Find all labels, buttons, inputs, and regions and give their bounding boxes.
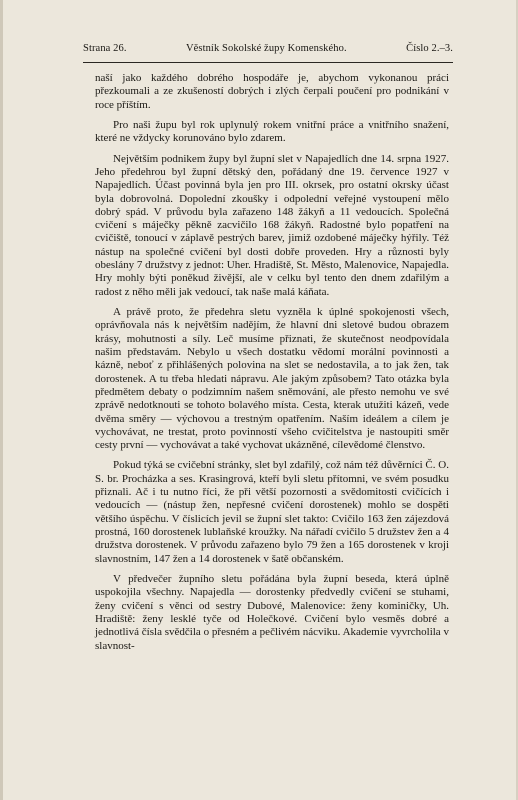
paragraph: A právě proto, že předehra sletu vyzněla k úplné spokojenosti všech, oprávňovala nás k největším nadějím, že hlavní dni sletové budou obrazem krásy, mohutnosti a síly. Leč musíme přiznati, že skutečnost neodpovídala našim představám. Nebylo u všech dostatku vědomí morální povinnosti a kázně, neboť z přihlášených polovina na slet se nedostavila, a to jak žen, tak dorostenek. A tu třeba hledati nápravu. Ale jakým způsobem? Tato otázka byla předmětem debaty o podzimním našem sněmování, ale přesto nemohu ve své zprávě nedotknouti se tohoto bolavého místa. Cesta, kterak utužiti kázeň, vede dvěma směry — výchovou a trestným opatřením. Naším ideálem a cílem je vychovávat, ne trestat, proto povinností všeho cvičitelstva je nastoupiti směr cesty první — vychovávat a také vychovat ukázněné, cílevědomé členstvo. [95, 306, 449, 452]
issue-number: Číslo 2.–3. [406, 43, 453, 54]
journal-title: Věstník Sokolské župy Komenského. [185, 43, 347, 54]
header-rule [83, 62, 453, 63]
paragraph-gap [95, 299, 449, 306]
paragraph: Pokud týká se cvičební stránky, slet byl zdařilý, což nám též důvěrníci Č. O. S. br. Procházka a ses. Krasingrová, kteří byli sletu přítomni, ve svém posudku přiznali. Ač i tu nutno říci, že při větší pozornosti a svědomitosti cvičících i vedoucích — (nástup žen, nepřesné cvičení dorostenek) mohlo se dospěti většího úspěchu. V číslicích jevil se župní slet takto: Cvičilo 163 žen zájezdová prostná, 160 dorostenek lublaňské kroužky. Na nářadí cvičilo 5 družstev žen a 4 družstva dorostenek. V průvodu zařazeno bylo 79 žen a 165 dorostenek v kroji slavnostním, 147 žen a 14 dorostenek v šatě občanském. [95, 459, 449, 565]
paragraph: naší jako každého dobrého hospodáře je, abychom vykonanou práci přezkoumali a ze zkušeností dobrých i zlých čerpali poučení pro podnikání v roce příštím. [95, 72, 449, 111]
page-number: Strana 26. [83, 43, 127, 54]
paragraph-gap [95, 146, 449, 153]
paragraph-gap [95, 566, 449, 573]
paragraph-gap [95, 452, 449, 459]
paragraph: V předvečer župního sletu pořádána byla župní beseda, která úplně uspokojila všechny. Napajedla — dorostenky předvedly cvičení se stuhami, ženy cvičení s věnci od sestry Dubové, Malenovice: ženy kominičky, Uh. Hradiště: ženy lesklé tyče od Holečkové. Cvičení bylo vesměs dobré a jednotlivá čísla svědčila o přesném a pečlivém nácviku. Akademie vyvrcholila v slavnost- [95, 572, 449, 652]
body-text [95, 72, 449, 653]
paragraph-gap [95, 112, 449, 119]
running-header [83, 43, 453, 59]
paragraph: Největším podnikem župy byl župní slet v Napajedlích dne 14. srpna 1927. Jeho předehrou byl župní dětský den, pořádaný dne 19. července 1927 v Napajedlích. Účast povinná byla jen pro III. okrsek, pro ostatní okrsky účast byla dobrovolná. Dopolední zkoušky i odpolední veřejné vystoupení mělo dobrý spád. V průvodu byla zařazeno 148 žákyň a 11 vedoucích. Společná cvičení s máječky pěkně zacvičilo 168 žákyň. Radostné bylo popatření na cvičiště, tonoucí v záplavě pestrých barev, jimiž ozdobené máječky hýřily. Též nástup na společné cvičení byl dosti dobře proveden. Hry a různosti byly obeslány 7 družstvy z jednot: Uher. Hradiště, St. Město, Malenovice, Napajedla. Hry mohly býti poněkud živější, ale v celku byl tento den dnem zdařilým a radost z něho měli jak vedoucí, tak naše malá káňata. [95, 152, 449, 298]
paragraph: Pro naši župu byl rok uplynulý rokem vnitřní práce a vnitřního snažení, které ne vždycky korunováno bylo zdarem. [95, 118, 449, 145]
